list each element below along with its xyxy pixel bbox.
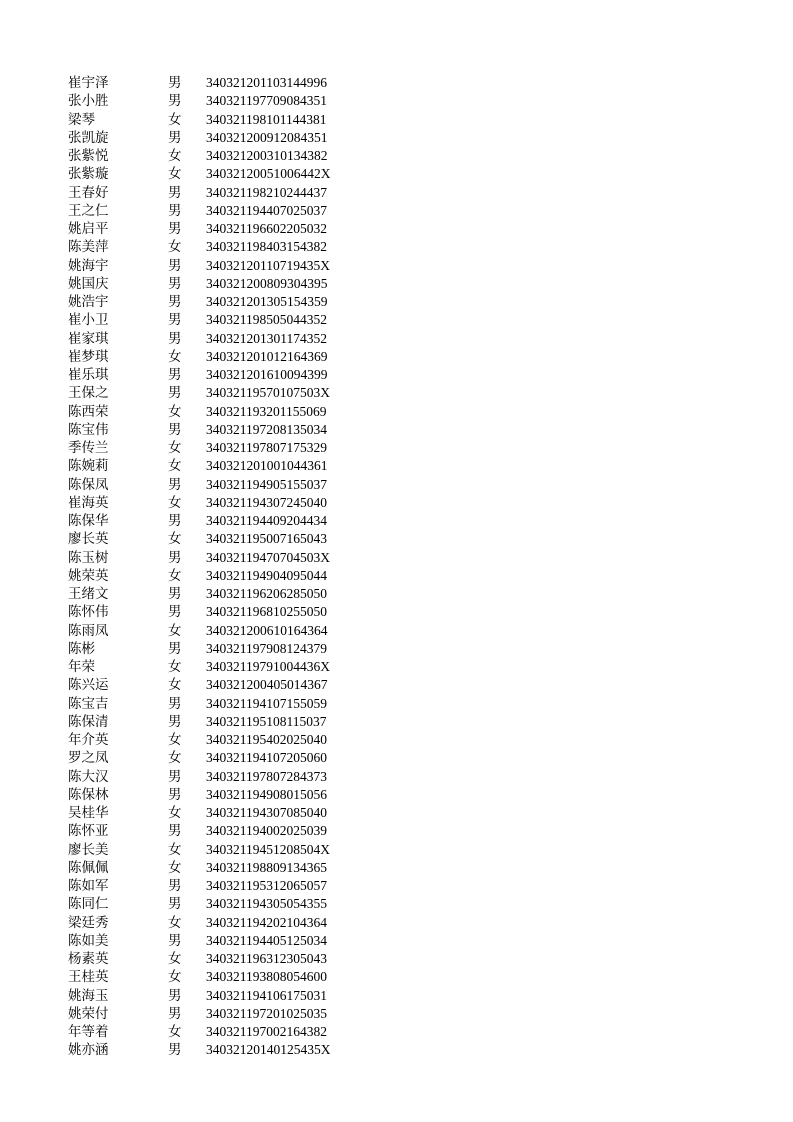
id-number-cell: 340321197807284373 [206,768,327,784]
gender-cell: 女 [168,951,182,967]
gender-cell: 男 [168,330,182,347]
table-row [0,895,793,913]
gender-cell: 女 [168,403,182,420]
name-cell: 崔梦琪 [68,348,109,365]
table-row [0,384,793,402]
id-number-cell: 340321201001044361 [206,458,328,474]
table-row [0,1023,793,1041]
gender-cell: 男 [168,713,182,730]
name-cell: 崔海英 [68,494,109,511]
gender-cell: 男 [168,549,182,566]
gender-cell: 男 [168,1005,182,1022]
name-cell: 陈宝吉 [68,695,109,712]
id-number-cell: 340321195108115037 [206,713,327,729]
id-number-cell: 340321194307245040 [206,494,327,510]
id-number-cell: 340321195312065057 [206,878,327,893]
gender-cell: 男 [168,385,182,402]
name-cell: 王桂英 [68,969,109,986]
id-number-cell: 34032120051006442X [206,166,331,182]
gender-cell: 男 [168,786,182,803]
table-row [0,530,793,548]
id-number-cell: 340321194905155037 [206,476,327,492]
table-row [0,1005,793,1023]
record-list [0,74,793,1060]
name-cell: 陈雨凤 [68,622,109,639]
name-cell: 陈大汉 [68,768,109,785]
name-cell: 陈怀亚 [68,823,109,840]
id-number-cell: 340321198809134365 [206,859,327,875]
name-cell: 陈保凤 [68,476,109,493]
name-cell: 陈婉莉 [68,458,109,475]
name-cell: 崔乐琪 [68,367,109,383]
gender-cell: 女 [168,805,182,821]
name-cell: 吴桂华 [68,805,109,821]
table-row [0,147,793,165]
table-row [0,749,793,767]
id-number-cell: 340321194409204434 [206,513,327,528]
id-number-cell: 340321198101144381 [206,111,327,127]
id-number-cell: 340321200610164364 [206,622,328,638]
table-row [0,567,793,585]
id-number-cell: 340321197807175329 [206,440,327,455]
table-row [0,603,793,621]
gender-cell: 男 [168,221,182,237]
name-cell: 崔家琪 [68,330,109,347]
name-cell: 陈宝伟 [68,421,109,438]
name-cell: 年荣 [68,659,95,675]
id-number-cell: 340321194904095044 [206,567,327,583]
id-number-cell: 34032119791004436X [206,659,330,674]
gender-cell: 女 [168,166,182,183]
id-number-cell: 340321200809304395 [206,275,328,291]
name-cell: 姚启平 [68,221,109,237]
name-cell: 陈美萍 [68,239,109,256]
table-row [0,676,793,694]
name-cell: 年介英 [68,732,109,748]
id-number-cell: 340321198403154382 [206,239,327,255]
id-number-cell: 340321200310134382 [206,148,328,163]
table-row [0,713,793,731]
table-row [0,330,793,348]
name-cell: 姚海宇 [68,257,109,274]
id-number-cell: 340321194107205060 [206,750,327,766]
id-number-cell: 340321200405014367 [206,677,328,693]
name-cell: 陈保清 [68,713,109,730]
table-row [0,804,793,822]
gender-cell: 男 [168,1042,182,1059]
table-row [0,165,793,183]
name-cell: 崔小卫 [68,312,109,329]
gender-cell: 男 [168,604,182,621]
name-cell: 年等着 [68,1024,109,1040]
name-cell: 杨素英 [68,951,109,967]
id-number-cell: 340321201301174352 [206,330,327,346]
gender-cell: 女 [168,458,182,475]
gender-cell: 女 [168,531,182,548]
name-cell: 陈保华 [68,513,109,529]
table-row [0,914,793,932]
id-number-cell: 340321201610094399 [206,367,328,382]
table-row [0,74,793,92]
table-row [0,220,793,238]
gender-cell: 男 [168,202,182,219]
table-row [0,1041,793,1059]
id-number-cell: 340321194405125034 [206,932,327,948]
gender-cell: 男 [168,367,182,383]
table-row [0,366,793,384]
name-cell: 张小胜 [68,93,109,110]
gender-cell: 女 [168,859,182,876]
table-row [0,950,793,968]
gender-cell: 女 [168,677,182,694]
name-cell: 张紫璇 [68,166,109,183]
id-number-cell: 340321194106175031 [206,987,327,1003]
table-row [0,932,793,950]
id-number-cell: 340321194107155059 [206,695,327,711]
name-cell: 崔宇泽 [68,75,109,91]
table-row [0,238,793,256]
gender-cell: 男 [168,987,182,1004]
gender-cell: 男 [168,476,182,493]
id-number-cell: 340321198210244437 [206,184,327,200]
id-number-cell: 340321196810255050 [206,604,327,620]
table-row [0,476,793,494]
gender-cell: 女 [168,111,182,128]
name-cell: 姚荣付 [68,1005,109,1022]
gender-cell: 女 [168,914,182,931]
id-number-cell: 340321197002164382 [206,1024,327,1039]
gender-cell: 男 [168,184,182,201]
name-cell: 王绪文 [68,586,109,602]
table-row [0,585,793,603]
name-cell: 陈兴运 [68,677,109,694]
id-number-cell: 340321198505044352 [206,312,327,328]
name-cell: 陈同仁 [68,896,109,913]
gender-cell: 男 [168,878,182,894]
gender-cell: 女 [168,567,182,584]
table-row [0,859,793,877]
name-cell: 王保之 [68,385,109,402]
id-number-cell: 34032119470704503X [206,549,330,565]
id-number-cell: 340321194908015056 [206,786,327,802]
id-number-cell: 340321200912084351 [206,129,328,145]
gender-cell: 男 [168,93,182,110]
table-row [0,275,793,293]
table-row [0,768,793,786]
table-row [0,731,793,749]
gender-cell: 男 [168,294,182,310]
table-row [0,549,793,567]
id-number-cell: 340321193201155069 [206,403,327,419]
name-cell: 陈西荣 [68,403,109,420]
gender-cell: 女 [168,348,182,365]
name-cell: 陈保林 [68,786,109,803]
table-row [0,987,793,1005]
gender-cell: 女 [168,841,182,858]
table-row [0,695,793,713]
id-number-cell: 34032119570107503X [206,385,330,401]
name-cell: 陈彬 [68,640,95,657]
id-number-cell: 340321196206285050 [206,586,327,601]
id-number-cell: 340321194407025037 [206,202,327,218]
gender-cell: 女 [168,440,182,456]
gender-cell: 男 [168,421,182,438]
name-cell: 季传兰 [68,440,109,456]
table-row [0,348,793,366]
table-row [0,92,793,110]
gender-cell: 女 [168,969,182,986]
id-number-cell: 340321197201025035 [206,1005,327,1021]
table-row [0,293,793,311]
gender-cell: 女 [168,494,182,511]
table-row [0,640,793,658]
id-number-cell: 340321197908124379 [206,640,327,656]
name-cell: 廖长英 [68,531,109,548]
id-number-cell: 340321195007165043 [206,531,327,547]
table-row [0,403,793,421]
gender-cell: 男 [168,513,182,529]
name-cell: 陈佩佩 [68,859,109,876]
id-number-cell: 340321197709084351 [206,93,327,109]
gender-cell: 男 [168,695,182,712]
table-row [0,457,793,475]
gender-cell: 男 [168,75,182,91]
table-row [0,622,793,640]
name-cell: 姚荣英 [68,567,109,584]
gender-cell: 男 [168,768,182,785]
table-row [0,184,793,202]
table-row [0,841,793,859]
name-cell: 张凯旋 [68,129,109,146]
id-number-cell: 340321194305054355 [206,896,327,912]
table-row [0,968,793,986]
table-row [0,786,793,804]
id-number-cell: 34032120110719435X [206,257,330,273]
id-number-cell: 340321194002025039 [206,823,327,839]
name-cell: 陈如美 [68,932,109,949]
id-number-cell: 340321193808054600 [206,969,327,985]
name-cell: 姚国庆 [68,275,109,292]
table-row [0,129,793,147]
gender-cell: 男 [168,129,182,146]
table-row [0,439,793,457]
name-cell: 姚亦涵 [68,1042,109,1059]
id-number-cell: 340321194307085040 [206,805,327,820]
gender-cell: 男 [168,640,182,657]
name-cell: 姚浩宇 [68,294,109,310]
id-number-cell: 340321196602205032 [206,221,327,236]
gender-cell: 男 [168,275,182,292]
gender-cell: 女 [168,148,182,164]
id-number-cell: 340321201012164369 [206,348,328,364]
table-row [0,202,793,220]
gender-cell: 男 [168,312,182,329]
id-number-cell: 34032119451208504X [206,841,330,857]
id-number-cell: 340321197208135034 [206,421,327,437]
name-cell: 梁琴 [68,111,95,128]
table-row [0,257,793,275]
table-row [0,311,793,329]
gender-cell: 男 [168,896,182,913]
name-cell: 梁廷秀 [68,914,109,931]
id-number-cell: 340321196312305043 [206,951,327,966]
gender-cell: 男 [168,823,182,840]
gender-cell: 女 [168,732,182,748]
table-row [0,822,793,840]
table-row [0,421,793,439]
table-row [0,877,793,895]
id-number-cell: 340321194202104364 [206,914,327,930]
name-cell: 陈玉树 [68,549,109,566]
name-cell: 王春好 [68,184,109,201]
id-number-cell: 34032120140125435X [206,1042,331,1058]
name-cell: 姚海玉 [68,987,109,1004]
table-row [0,512,793,530]
gender-cell: 男 [168,932,182,949]
table-row [0,494,793,512]
name-cell: 廖长美 [68,841,109,858]
name-cell: 张紫悦 [68,148,109,164]
gender-cell: 女 [168,239,182,256]
id-number-cell: 340321201305154359 [206,294,328,309]
gender-cell: 女 [168,1024,182,1040]
gender-cell: 男 [168,257,182,274]
gender-cell: 女 [168,622,182,639]
gender-cell: 男 [168,586,182,602]
name-cell: 陈怀伟 [68,604,109,621]
name-cell: 罗之凤 [68,750,109,767]
name-cell: 王之仁 [68,202,109,219]
table-row [0,658,793,676]
gender-cell: 女 [168,750,182,767]
gender-cell: 女 [168,659,182,675]
name-cell: 陈如军 [68,878,109,894]
id-number-cell: 340321195402025040 [206,732,327,747]
table-row [0,111,793,129]
id-number-cell: 340321201103144996 [206,75,327,90]
